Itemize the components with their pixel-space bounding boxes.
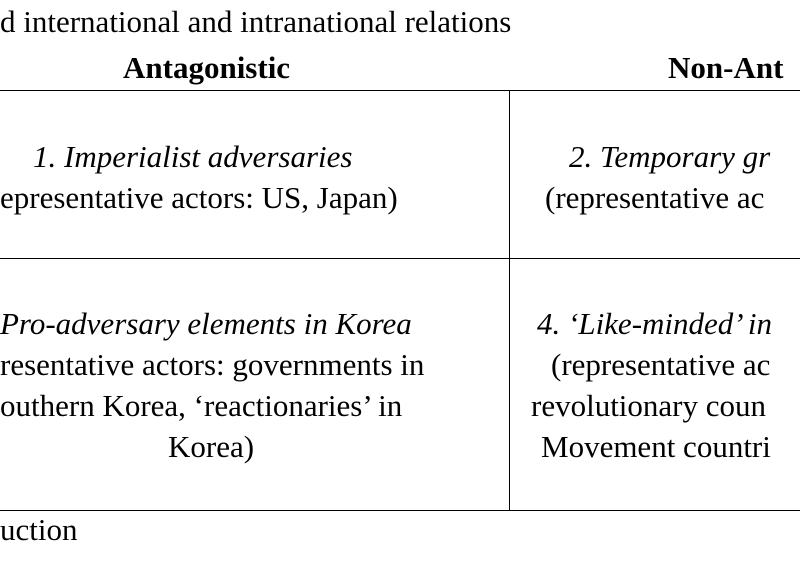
column-header-antagonistic: Antagonistic <box>123 50 291 85</box>
table-rule-bottom <box>0 510 800 511</box>
cell-like-minded-title: 4. ‘Like-minded’ in <box>537 306 773 341</box>
table-rule-top <box>0 90 800 91</box>
footer-text: uction <box>0 512 78 547</box>
table-caption: d international and intranational relations <box>0 4 512 39</box>
cell-imperialist-adversaries-title: 1. Imperialist adversaries <box>33 139 353 174</box>
cell-pro-adversary-line-3: Korea) <box>168 429 255 464</box>
table-column-divider <box>509 90 510 510</box>
cell-pro-adversary-title: Pro-adversary elements in Korea <box>0 306 412 341</box>
cell-like-minded-line-1: (representative ac <box>551 347 771 382</box>
table-rule-middle <box>0 258 800 259</box>
cell-like-minded-line-3: Movement countri <box>541 429 771 464</box>
cell-pro-adversary-line-1: resentative actors: governments in <box>0 347 425 382</box>
cell-temporary-title: 2. Temporary gr <box>569 139 771 174</box>
cell-imperialist-adversaries-actors: epresentative actors: US, Japan) <box>0 180 398 215</box>
cell-pro-adversary-line-2: outhern Korea, ‘reactionaries’ in <box>0 388 403 423</box>
cell-like-minded-line-2: revolutionary coun <box>531 388 767 423</box>
column-header-non-antagonistic: Non-Ant <box>668 50 784 85</box>
cell-temporary-actors: (representative ac <box>545 180 765 215</box>
